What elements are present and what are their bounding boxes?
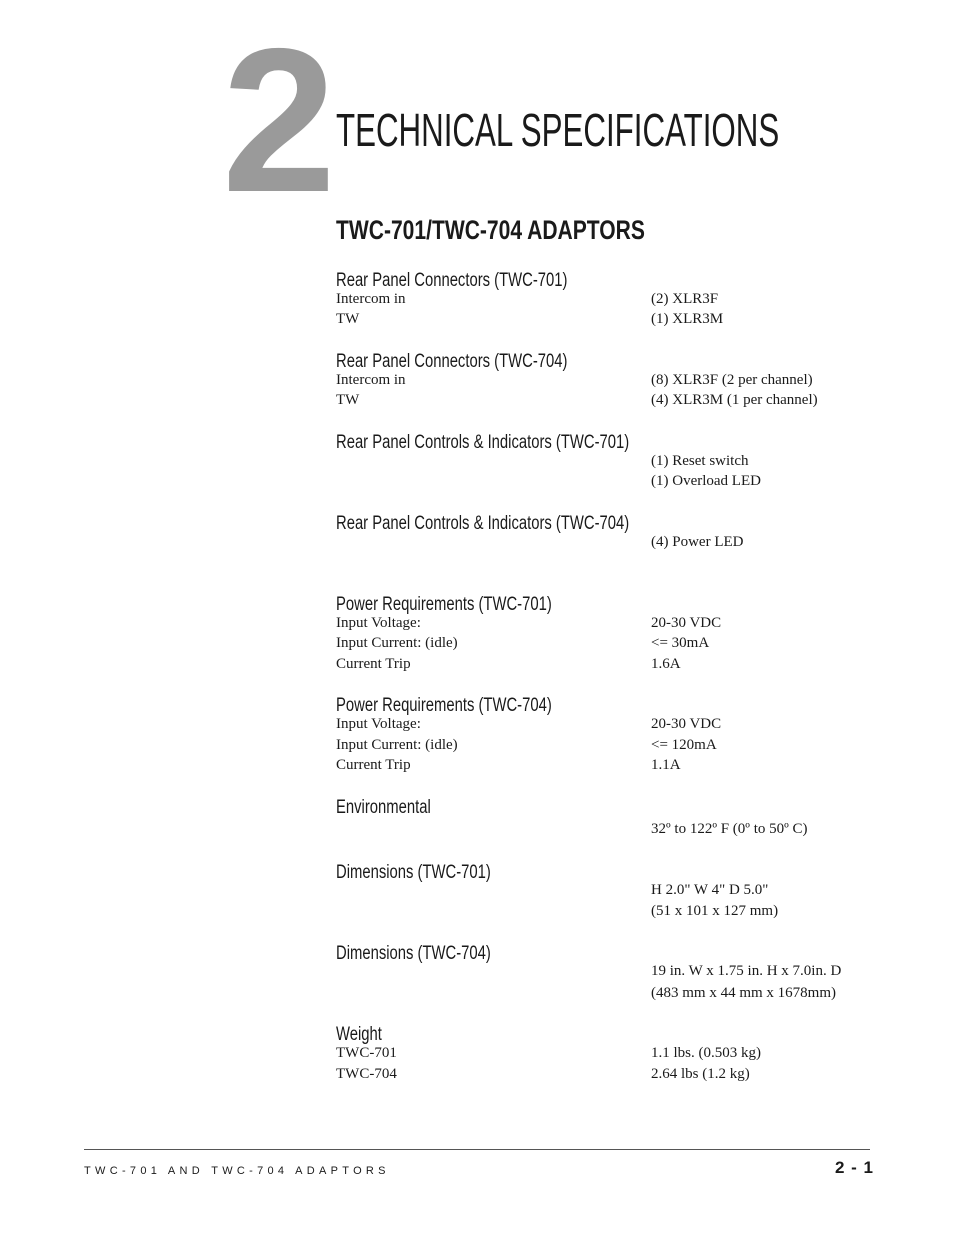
spec-value: H 2.0" W 4" D 5.0" [651, 882, 769, 898]
spec-heading-rear-connectors-704: Rear Panel Connectors (TWC-704) [336, 351, 568, 372]
page-number: 2 - 1 [835, 1158, 875, 1177]
spec-value: (483 mm x 44 mm x 1678mm) [651, 985, 836, 1001]
chapter-number: 2 [222, 6, 333, 235]
spec-value: 2.64 lbs (1.2 kg) [651, 1066, 750, 1082]
spec-heading-rear-connectors-701: Rear Panel Connectors (TWC-701) [336, 270, 568, 291]
spec-heading-weight: Weight [336, 1024, 382, 1045]
spec-value: (51 x 101 x 127 mm) [651, 903, 779, 919]
footer-rule [84, 1149, 870, 1150]
spec-value: 1.1 lbs. (0.503 kg) [651, 1045, 761, 1061]
spec-heading-environmental: Environmental [336, 797, 431, 818]
spec-value: (4) Power LED [651, 534, 744, 550]
spec-value: (8) XLR3F (2 per channel) [651, 372, 813, 388]
spec-label: Intercom in [336, 372, 406, 388]
spec-label: Input Current: (idle) [336, 737, 458, 753]
spec-value: 1.6A [651, 656, 681, 672]
spec-heading-controls-704: Rear Panel Controls & Indicators (TWC-704) [336, 513, 630, 534]
spec-heading-power-704: Power Requirements (TWC-704) [336, 695, 552, 716]
spec-heading-dimensions-704: Dimensions (TWC-704) [336, 943, 491, 964]
spec-value: 20-30 VDC [651, 716, 722, 732]
spec-heading-controls-701: Rear Panel Controls & Indicators (TWC-701) [336, 432, 630, 453]
section-title: TWC-701/TWC-704 ADAPTORS [336, 215, 645, 245]
spec-heading-dimensions-701: Dimensions (TWC-701) [336, 862, 491, 883]
spec-value: (4) XLR3M (1 per channel) [651, 392, 818, 408]
spec-value: (1) XLR3M [651, 311, 724, 327]
spec-value: 1.1A [651, 757, 681, 773]
spec-label: TWC-704 [336, 1066, 397, 1082]
spec-value: 19 in. W x 1.75 in. H x 7.0in. D [651, 963, 842, 979]
spec-value: (1) Reset switch [651, 453, 749, 469]
footer-title: TWC-701 AND TWC-704 ADAPTORS [84, 1165, 390, 1177]
spec-value: <= 30mA [651, 635, 710, 651]
spec-label: TW [336, 311, 360, 327]
spec-label: Intercom in [336, 291, 406, 307]
spec-label: Input Voltage: [336, 615, 421, 631]
spec-value: <= 120mA [651, 737, 717, 753]
spec-value: 20-30 VDC [651, 615, 722, 631]
spec-heading-power-701: Power Requirements (TWC-701) [336, 594, 552, 615]
spec-label: Input Voltage: [336, 716, 421, 732]
spec-label: Current Trip [336, 757, 411, 773]
spec-label: TWC-701 [336, 1045, 397, 1061]
spec-label: Input Current: (idle) [336, 635, 458, 651]
spec-value: (2) XLR3F [651, 291, 719, 307]
spec-label: TW [336, 392, 360, 408]
spec-label: Current Trip [336, 656, 411, 672]
spec-value: (1) Overload LED [651, 473, 761, 489]
chapter-title: TECHNICAL SPECIFICATIONS [336, 104, 780, 156]
spec-value: 32º to 122º F (0º to 50º C) [651, 821, 808, 837]
